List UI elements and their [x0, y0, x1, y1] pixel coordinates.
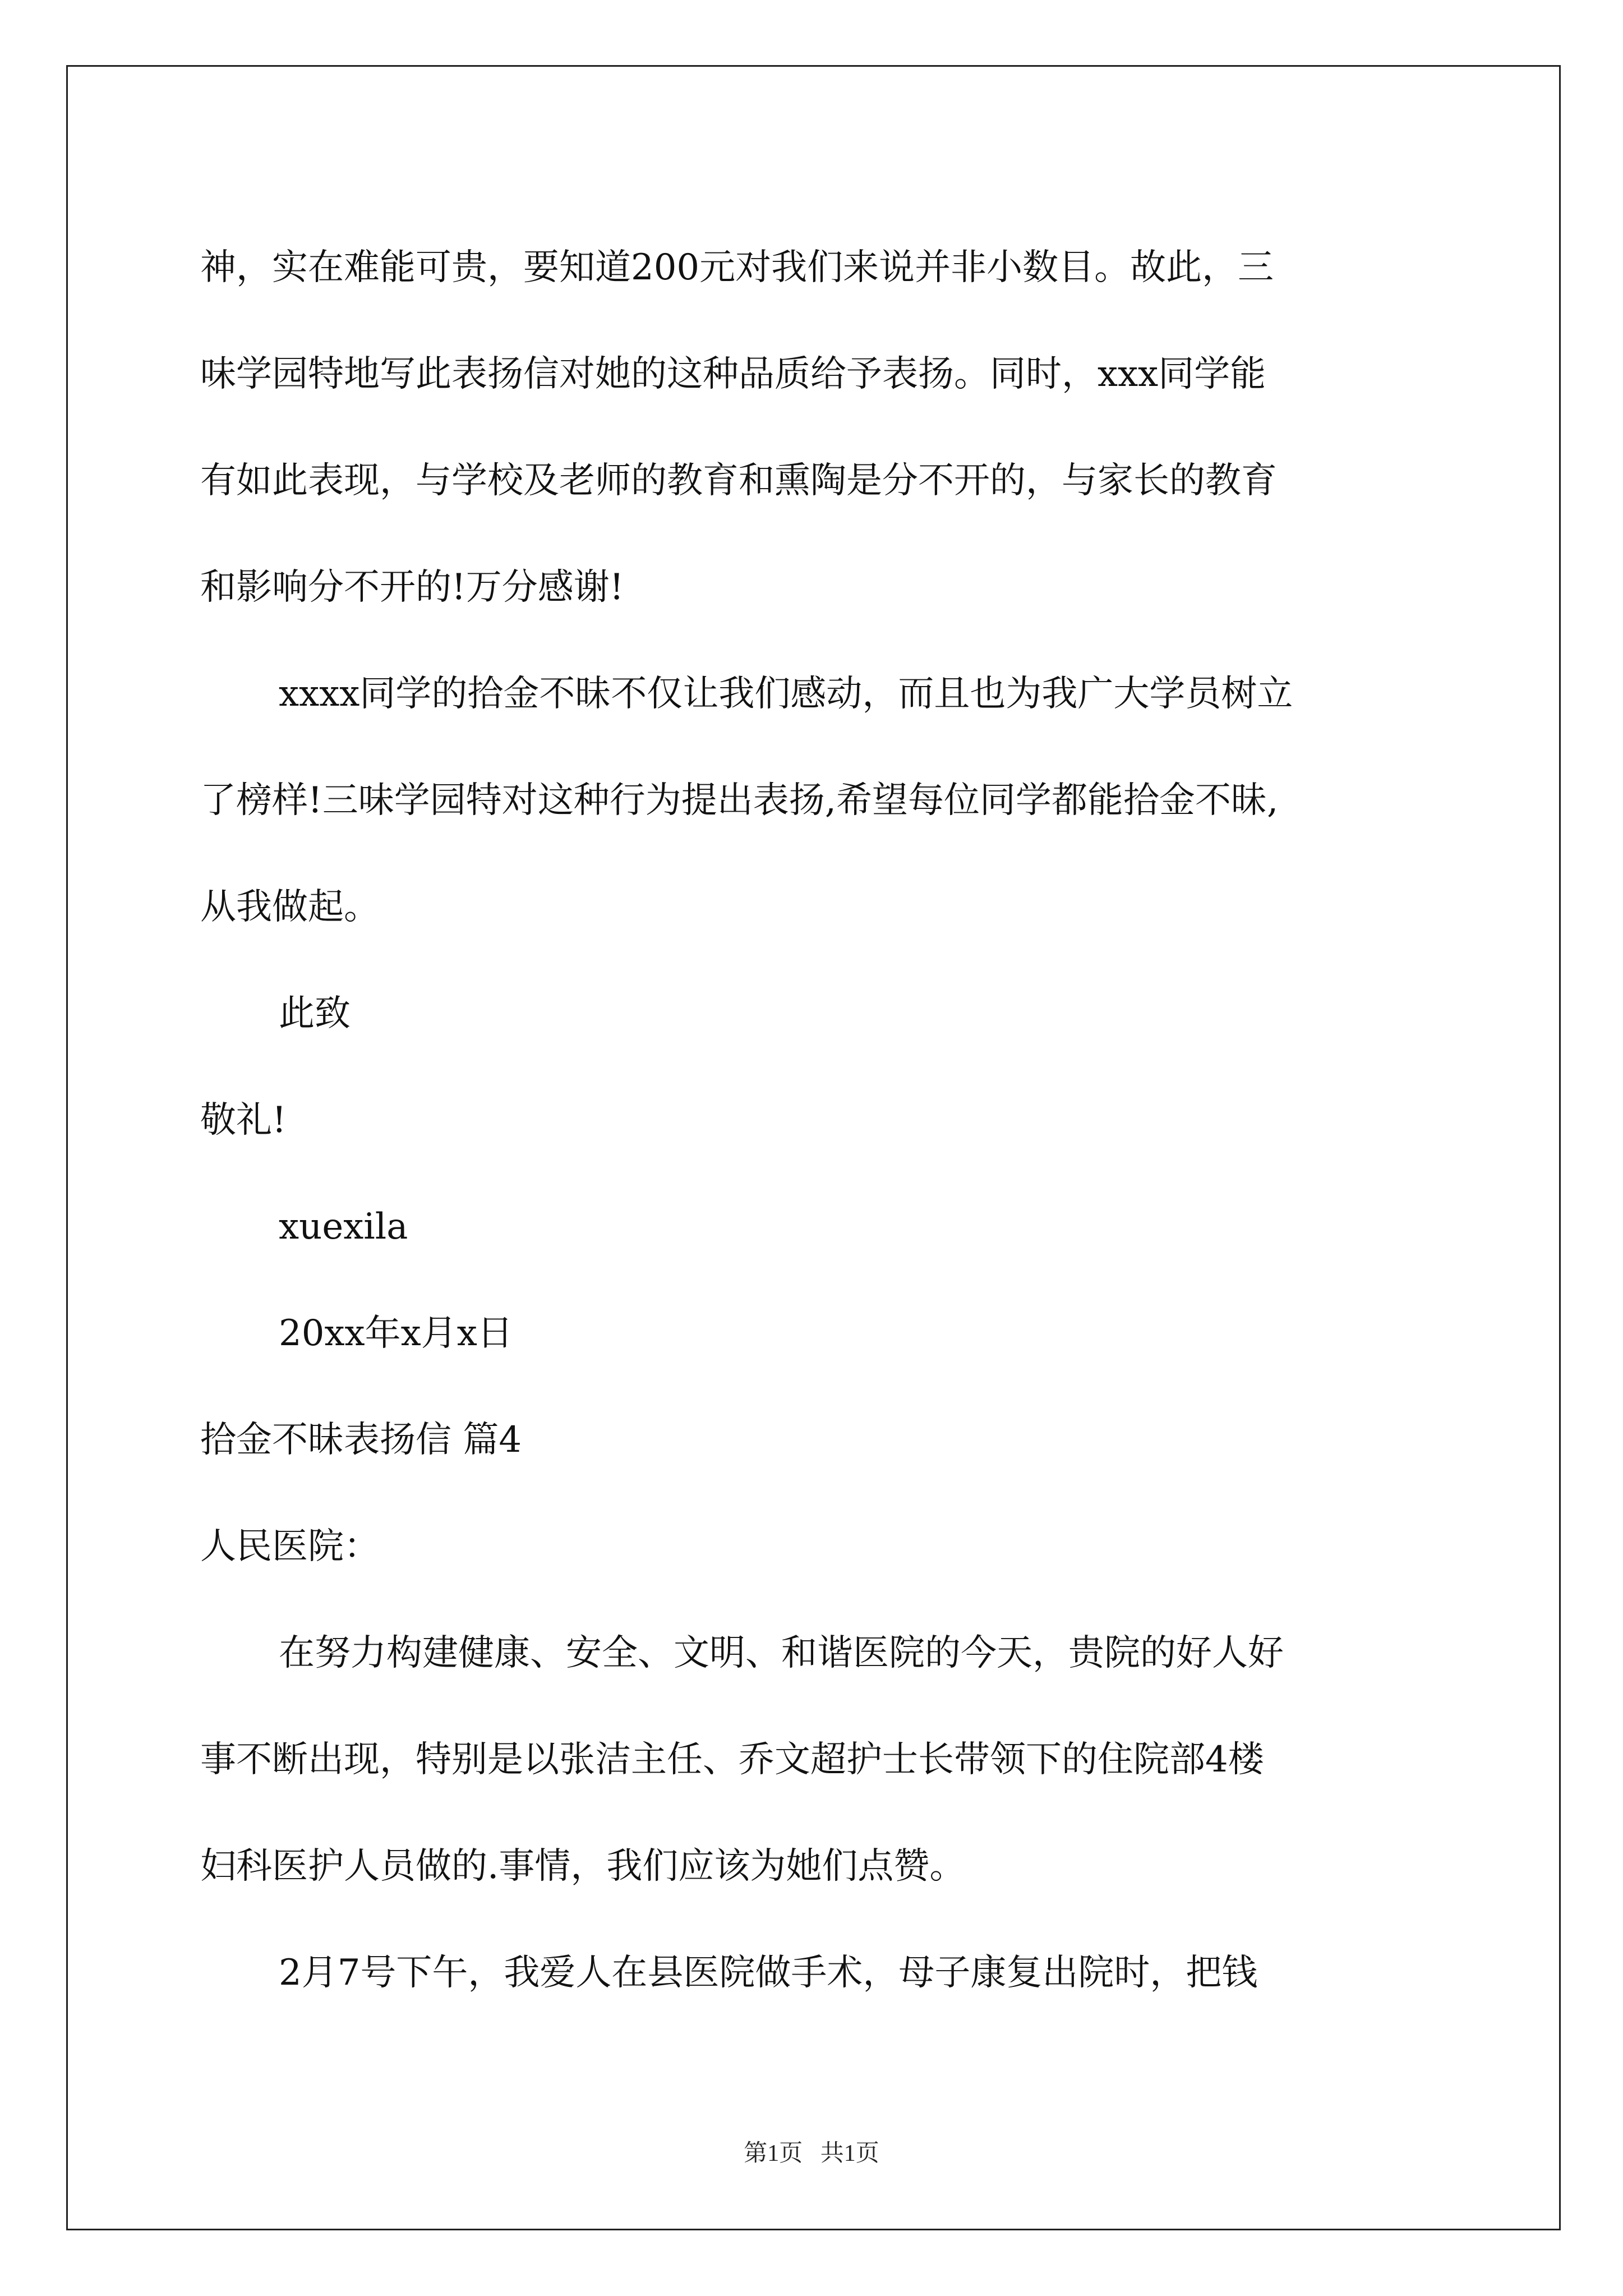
text-line: 从我做起。: [200, 886, 380, 928]
text-line: 妇科医护人员做的.事情，我们应该为她们点赞。: [200, 1846, 966, 1887]
page-footer: 第1页 共1页: [744, 2141, 879, 2166]
salutation-line: 敬礼!: [200, 1099, 287, 1141]
text-line: 2月7号下午，我爱人在县医院做手术，母子康复出院时，把钱: [279, 1952, 1258, 1994]
text-line: 在努力构建健康、安全、文明、和谐医院的今天，贵院的好人好: [279, 1632, 1284, 1674]
date-line: 20xx年x月x日: [279, 1313, 513, 1354]
text-line: 味学园特地写此表扬信对她的这种品质给予表扬。同时，xxx同学能: [200, 353, 1266, 395]
addressee-line: 人民医院：: [200, 1526, 380, 1567]
text-line: 有如此表现，与学校及老师的教育和熏陶是分不开的，与家长的教育: [200, 460, 1277, 501]
text-line: 和影响分不开的!万分感谢!: [200, 567, 624, 608]
signature-line: xuexila: [279, 1206, 408, 1248]
text-line: xxxx同学的拾金不昧不仅让我们感动，而且也为我广大学员树立: [279, 673, 1293, 715]
text-line: 事不断出现，特别是以张洁主任、乔文超护士长带领下的住院部4楼: [200, 1739, 1264, 1780]
salutation-line: 此致: [279, 993, 351, 1034]
section-heading: 拾金不昧表扬信 篇4: [200, 1419, 522, 1461]
document-body: [200, 214, 1434, 2026]
text-line: 了榜样!三味学园特对这种行为提出表扬,希望每位同学都能拾金不昧,: [200, 780, 1279, 821]
text-line: 神，实在难能可贵，要知道200元对我们来说并非小数目。故此，三: [200, 247, 1274, 288]
